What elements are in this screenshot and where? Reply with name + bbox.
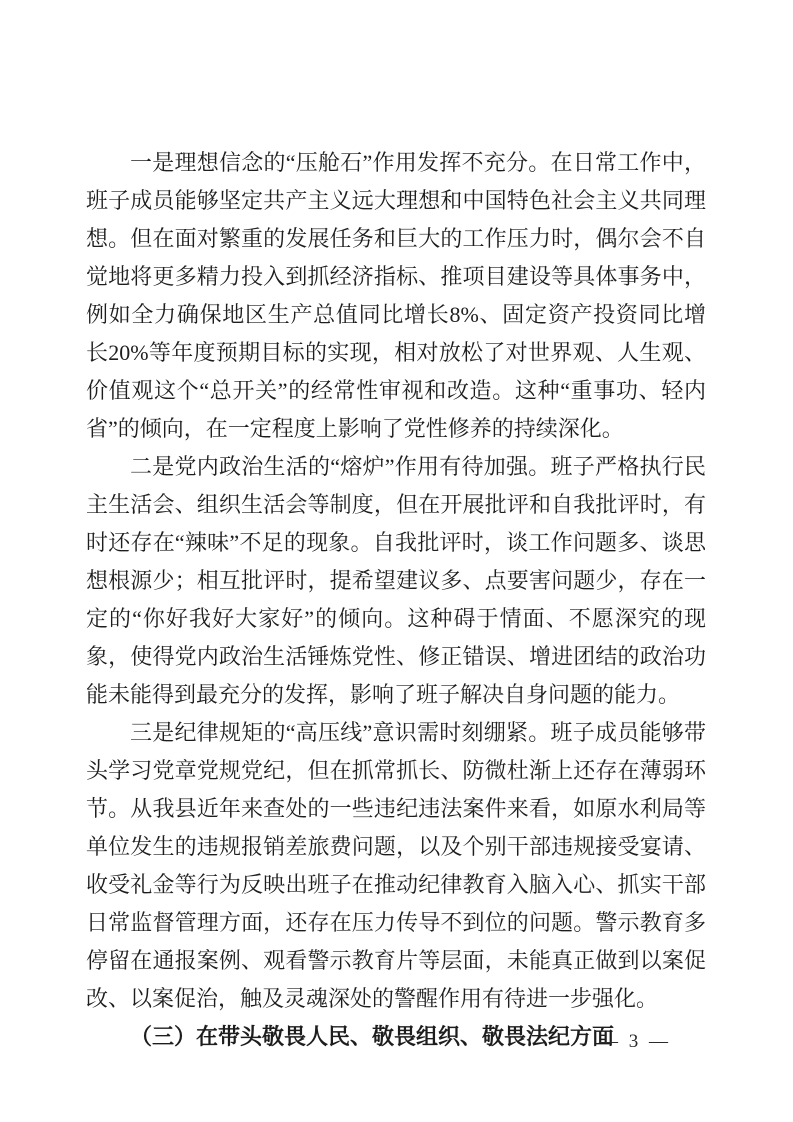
body-paragraph-2: 二是党内政治生活的“熔炉”作用有待加强。班子严格执行民主生活会、组织生活会等制度，但在开展批评和自我批评时，有时还存在“辣味”不足的现象。自我批评时，谈工作问题多、谈思想根源少；相互批评时，提希望建议多、点要害问题少，存在一定的“你好我好大家好”的倾向。这种碍于情面、不愿深究的现象，使得党内政治生活锤炼党性、修正错误、增进团结的政治功能未能得到最充分的发挥，影响了班子解决自身问题的能力。 [86,454,707,707]
body-paragraph-3: 三是纪律规矩的“高压线”意识需时刻绷紧。班子成员能够带头学习党章党规党纪，但在抓常抓长、防微杜渐上还存在薄弱环节。从我县近年来查处的一些违纪违法案件来看，如原水利局等单位发生的违规报销差旅费问题，以及个别干部违规接受宴请、收受礼金等行为反映出班子在推动纪律教育入脑入心、抓实干部日常监督管理方面，还存在压力传导不到位的问题。警示教育多停留在通报案例、观看警示教育片等层面，未能真正做到以案促改、以案促治，触及灵魂深处的警醒作用有待进一步强化。 [86,720,706,1011]
page-number: — 3 — [599,1031,671,1052]
document-body [86,144,706,1056]
section-heading: （三）在带头敬畏人民、敬畏组织、敬畏法纪方面 [130,1024,615,1049]
body-paragraph-1: 一是理想信念的“压舱石”作用发挥不充分。在日常工作中，班子成员能够坚定共产主义远大理想和中国特色社会主义共同理想。但在面对繁重的发展任务和巨大的工作压力时，偶尔会不自觉地将更多精力投入到抓经济指标、推项目建设等具体事务中，例如全力确保地区生产总值同比增长8%、固定资产投资同比增长20%等年度预期目标的实现，相对放松了对世界观、人生观、价值观这个“总开关”的经常性审视和改造。这种“重事功、轻内省”的倾向，在一定程度上影响了党性修养的持续深化。 [86,150,706,441]
